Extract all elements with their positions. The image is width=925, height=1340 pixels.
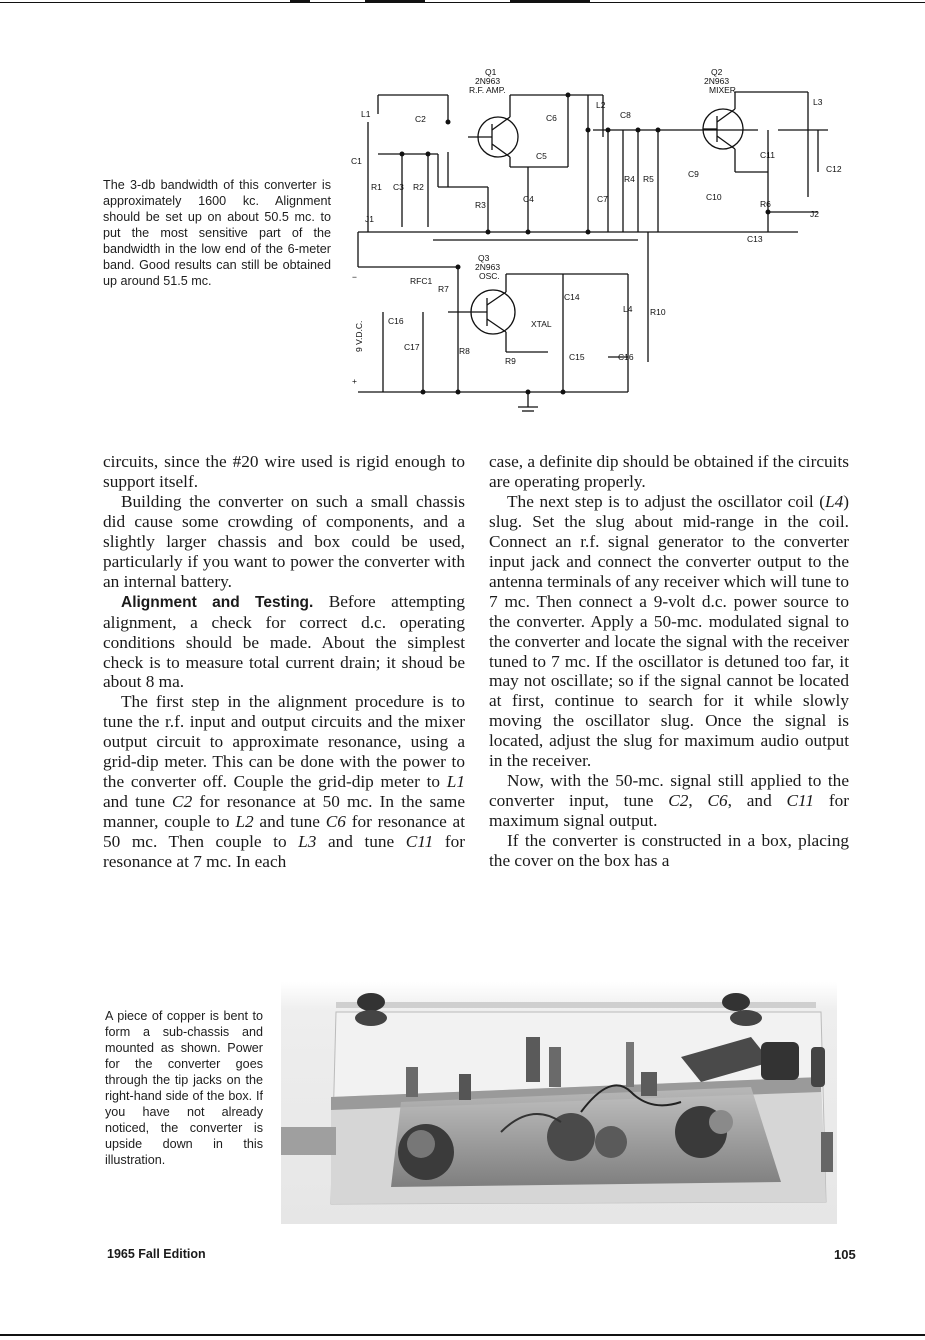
part-l3: L3 [813, 97, 823, 107]
schematic-caption: The 3-db bandwidth of this converter is approximately 1600 kc. Alignment should be set up on about 50.5 mc. to put the most sensitive part of the bandwidth in the low end of the 6-meter band. Good results can still be obtained up around 51.5 mc. [103, 178, 331, 288]
part-j1: J1 [365, 214, 374, 224]
q1-label: Q1 [485, 67, 497, 77]
part-r8: R8 [459, 346, 470, 356]
text-column-right [489, 452, 849, 871]
part-c13: C13 [747, 234, 763, 244]
part-r4: R4 [624, 174, 635, 184]
paragraph: Now, with the 50-mc. signal still applied to the converter input, tune C2, C6, and C11 for maximum signal output. [489, 771, 849, 831]
part-xtal: XTAL [531, 319, 552, 329]
part-c10: C10 [706, 192, 722, 202]
part-c12: C12 [826, 164, 842, 174]
paragraph: The first step in the alignment procedure is to tune the r.f. input and output circuits and the mixer output circuit to approximate resonance, using a grid-dip meter. This can be done with the power to the converter off. Couple the grid-dip meter to L1 and tune C2 for resonance at 50 mc. In the same manner, couple to L2 and tune C6 for resonance at 50 mc. Then couple to L3 and tune C11 for resonance at 7 mc. In each [103, 692, 466, 872]
top-rule [0, 0, 925, 6]
edition-footer: 1965 Fall Edition [107, 1247, 206, 1261]
q3-role: OSC. [479, 271, 500, 281]
part-c14: C14 [564, 292, 580, 302]
part-r1: R1 [371, 182, 382, 192]
part-r10: R10 [650, 307, 666, 317]
q3-type: 2N963 [475, 262, 501, 272]
supply-minus: − [352, 272, 357, 282]
part-c16-right: C16 [618, 352, 634, 362]
part-c7: C7 [597, 194, 608, 204]
q2-type: 2N963 [704, 76, 730, 86]
section-heading: Alignment and Testing. [121, 593, 314, 611]
part-c17: C17 [404, 342, 420, 352]
q3-label: Q3 [478, 253, 490, 263]
part-c16-left: C16 [388, 316, 404, 326]
part-l4: L4 [623, 304, 633, 314]
part-c15: C15 [569, 352, 585, 362]
supply-voltage: 9 V.D.C. [354, 320, 364, 352]
part-c9: C9 [688, 169, 699, 179]
part-j2: J2 [810, 209, 819, 219]
paragraph: Building the converter on such a small chassis did cause some crowding of components, and a slightly larger chassis and box could be used, particularly if you want to power the converter with an internal battery. [103, 491, 465, 591]
q1-role: R.F. AMP. [469, 85, 506, 95]
converter-photo [281, 982, 837, 1224]
text-column-left [103, 452, 465, 872]
q2-role: MIXER [709, 85, 736, 95]
paragraph: Alignment and Testing. Before attempting alignment, a check for correct d.c. operating conditions should be made. About the simplest check is to measure total current drain; it shoud be about 8 ma. [103, 591, 465, 692]
page-number: 105 [834, 1247, 856, 1262]
paragraph: case, a definite dip should be obtained if the circuits are operating properly. [489, 452, 849, 491]
part-c6: C6 [546, 113, 557, 123]
part-c5: C5 [536, 151, 547, 161]
paragraph: circuits, since the #20 wire used is rigid enough to support itself. [103, 452, 465, 491]
part-c2: C2 [415, 114, 426, 124]
paragraph: If the converter is constructed in a box, placing the cover on the box has a [489, 831, 849, 871]
q2-label: Q2 [711, 67, 723, 77]
part-l1: L1 [361, 109, 371, 119]
part-r3: R3 [475, 200, 486, 210]
part-c4: C4 [523, 194, 534, 204]
part-r6: R6 [760, 199, 771, 209]
part-r5: R5 [643, 174, 654, 184]
part-c3: C3 [393, 182, 404, 192]
part-c8: C8 [620, 110, 631, 120]
bottom-rule [0, 1334, 925, 1336]
part-r9: R9 [505, 356, 516, 366]
part-r7: R7 [438, 284, 449, 294]
q1-type: 2N963 [475, 76, 501, 86]
photo-caption: A piece of copper is bent to form a sub-chassis and mounted as shown. Power for the converter goes through the tip jacks on the right-hand side of the box. If you have not already noticed, the converter is upside down in this illustration. [105, 1009, 263, 1167]
part-l2: L2 [596, 100, 606, 110]
converter-schematic [338, 62, 858, 417]
supply-plus: + [352, 376, 357, 386]
part-rfc1: RFC1 [410, 276, 433, 286]
part-c11: C11 [760, 150, 775, 160]
part-r2: R2 [413, 182, 424, 192]
part-c1: C1 [351, 156, 362, 166]
paragraph: The next step is to adjust the oscillator coil (L4) slug. Set the slug about mid-range in the coil. Connect an r.f. signal generator to the converter input jack and connect the converter output to the antenna terminals of any receiver which will tune to 7 mc. Then connect a 9-volt d.c. power source to the converter. Apply a 50-mc. modulated signal to the converter and locate the signal with the receiver tuned to 7 mc. If the oscillator is detuned too far, it may not oscillate; so if the signal cannot be located at first, continue to search for it while slowly moving the oscillator slug. Once the signal is located, adjust the slug for maximum audio output in the receiver. [489, 491, 849, 771]
